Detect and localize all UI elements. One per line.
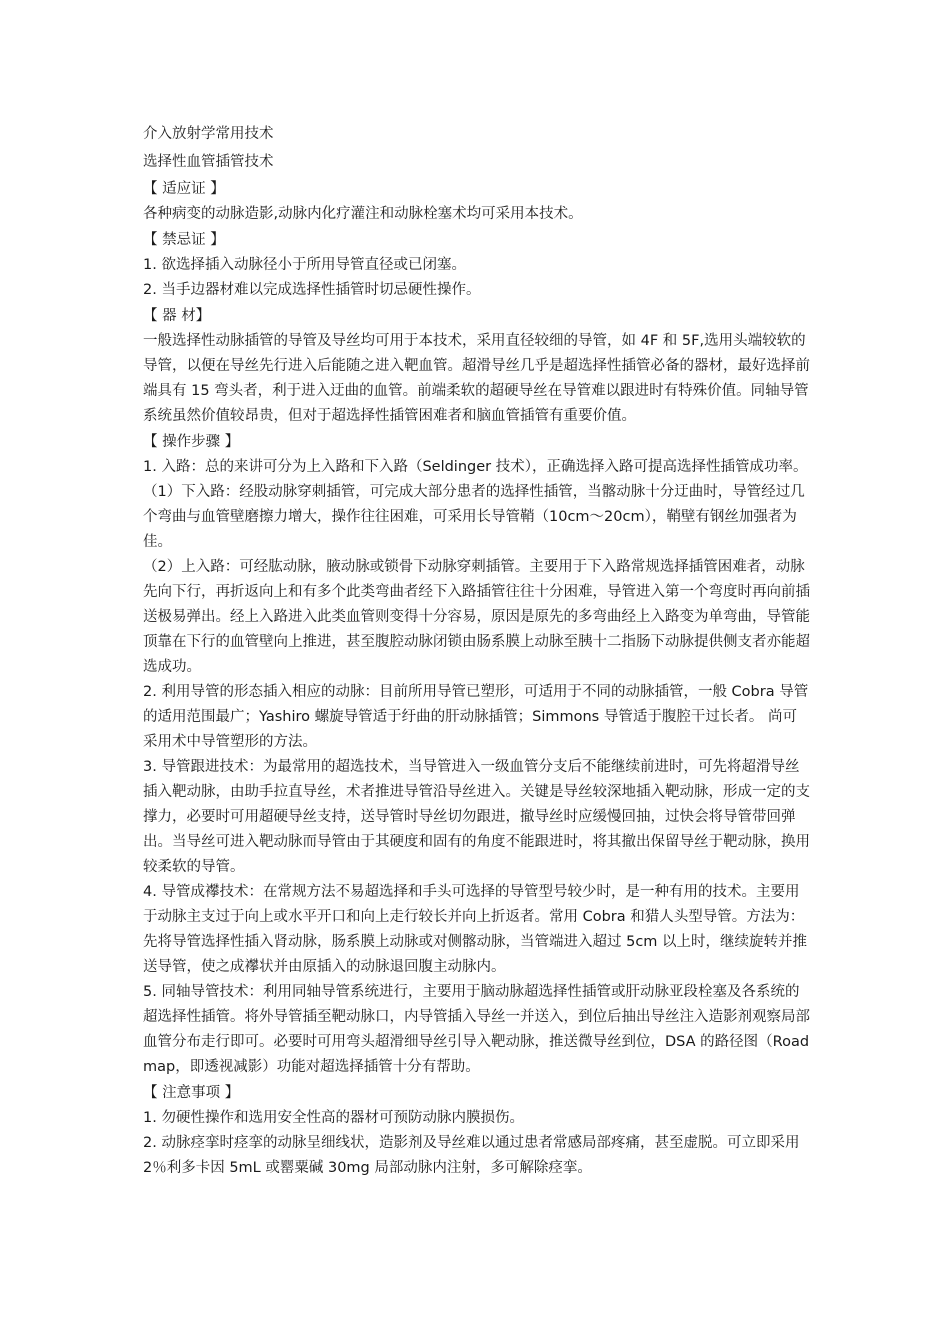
- step-item: 5. 同轴导管技术：利用同轴导管系统进行，主要用于脑动脉超选择性插管或肝动脉亚段栓塞及各系统的超选择性插管。将外导管插至靶动脉口，内导管插入导丝一并送入，到位后抽出导丝注入造影剂观察局部血管分布走行即可。必要时可用弯头超滑细导丝引导入靶动脉，推送微导丝到位，DSA 的路径图（Roadmap，即透视减影）功能对超选择插管十分有帮助。: [143, 984, 810, 1075]
- contraindication-item: 1. 欲选择插入动脉径小于所用导管直径或已闭塞。: [143, 257, 466, 273]
- section-heading-equipment: 【 器 材】: [143, 308, 211, 324]
- indications-text: 各种病变的动脉造影,动脉内化疗灌注和动脉栓塞术均可采用本技术。: [143, 206, 583, 222]
- section-heading-indications: 【 适应证 】: [143, 181, 225, 197]
- step-subitem: （2）上入路：可经肱动脉，腋动脉或锁骨下动脉穿刺插管。主要用于下入路常规选择插管困难者，动脉先向下行，再折返向上和有多个此类弯曲者经下入路插管往往十分困难，导管进入第一个弯度时再向前插送极易弹出。经上入路进入此类血管则变得十分容易，原因是原先的多弯曲经上入路变为单弯曲，导管能顶靠在下行的血管壁向上推进，甚至腹腔动脉闭锁由肠系膜上动脉至胰十二指肠下动脉提供侧支者亦能超选成功。: [143, 559, 810, 675]
- doc-subtitle: 选择性血管插管技术: [143, 154, 274, 170]
- step-subitem: （1）下入路：经股动脉穿刺插管，可完成大部分患者的选择性插管，当髂动脉十分迂曲时，导管经过几个弯曲与血管壁磨擦力增大，操作往往困难，可采用长导管鞘（10cm～20cm），鞘壁有钢丝加强者为佳。: [143, 484, 805, 550]
- doc-title: 介入放射学常用技术: [143, 126, 274, 142]
- note-item: 2. 动脉痉挛时痉挛的动脉呈细线状，造影剂及导丝难以通过患者常感局部疼痛，甚至虚脱。可立即采用 2％利多卡因 5mL 或罂粟碱 30mg 局部动脉内注射，多可解除痉挛。: [143, 1135, 800, 1176]
- contraindication-item: 2. 当手边器材难以完成选择性插管时切忌硬性操作。: [143, 282, 481, 298]
- step-item: 2. 利用导管的形态插入相应的动脉：目前所用导管已塑形，可适用于不同的动脉插管，一般 Cobra 导管的适用范围最广；Yashiro 螺旋导管适于纡曲的肝动脉插管；Simmons 导管适于腹腔干过长者。 尚可采用术中导管塑形的方法。: [143, 684, 809, 750]
- note-item: 1. 勿硬性操作和选用安全性高的器材可预防动脉内膜损伤。: [143, 1110, 524, 1126]
- step-item: 3. 导管跟进技术：为最常用的超选技术，当导管进入一级血管分支后不能继续前进时，可先将超滑导丝插入靶动脉，由助手拉直导丝，术者推进导管沿导丝进入。关键是导丝较深地插入靶动脉，形成一定的支撑力，必要时可用超硬导丝支持，送导管时导丝切勿跟进，撤导丝时应缓慢回抽，过快会将导管带回弹出。当导丝可进入靶动脉而导管由于其硬度和固有的角度不能跟进时，将其撤出保留导丝于靶动脉，换用较柔软的导管。: [143, 759, 810, 875]
- section-heading-contraindications: 【 禁忌证 】: [143, 232, 225, 248]
- section-heading-steps: 【 操作步骤 】: [143, 434, 240, 450]
- document-body: [143, 120, 811, 1181]
- step-item: 1. 入路：总的来讲可分为上入路和下入路（Seldinger 技术），正确选择入路可提高选择性插管成功率。: [143, 459, 808, 475]
- step-item: 4. 导管成襻技术：在常规方法不易超选择和手头可选择的导管型号较少时，是一种有用的技术。主要用于动脉主支过于向上或水平开口和向上走行较长并向上折返者。常用 Cobra 和猎人头型导管。方法为：先将导管选择性插入肾动脉，肠系膜上动脉或对侧髂动脉，当管端进入超过 5cm 以上时，继续旋转并推送导管，使之成襻状并由原插入的动脉退回腹主动脉内。: [143, 884, 808, 975]
- section-heading-notes: 【 注意事项 】: [143, 1085, 240, 1101]
- equipment-text: 一般选择性动脉插管的导管及导丝均可用于本技术，采用直径较细的导管，如 4F 和 5F,选用头端较软的导管，以便在导丝先行进入后能随之进入靶血管。超滑导丝几乎是超选择性插管必备的器材，最好选择前端具有 15 弯头者，利于进入迂曲的血管。前端柔软的超硬导丝在导管难以跟进时有特殊价值。同轴导管系统虽然价值较昂贵，但对于超选择性插管困难者和脑血管插管有重要价值。: [143, 333, 810, 424]
